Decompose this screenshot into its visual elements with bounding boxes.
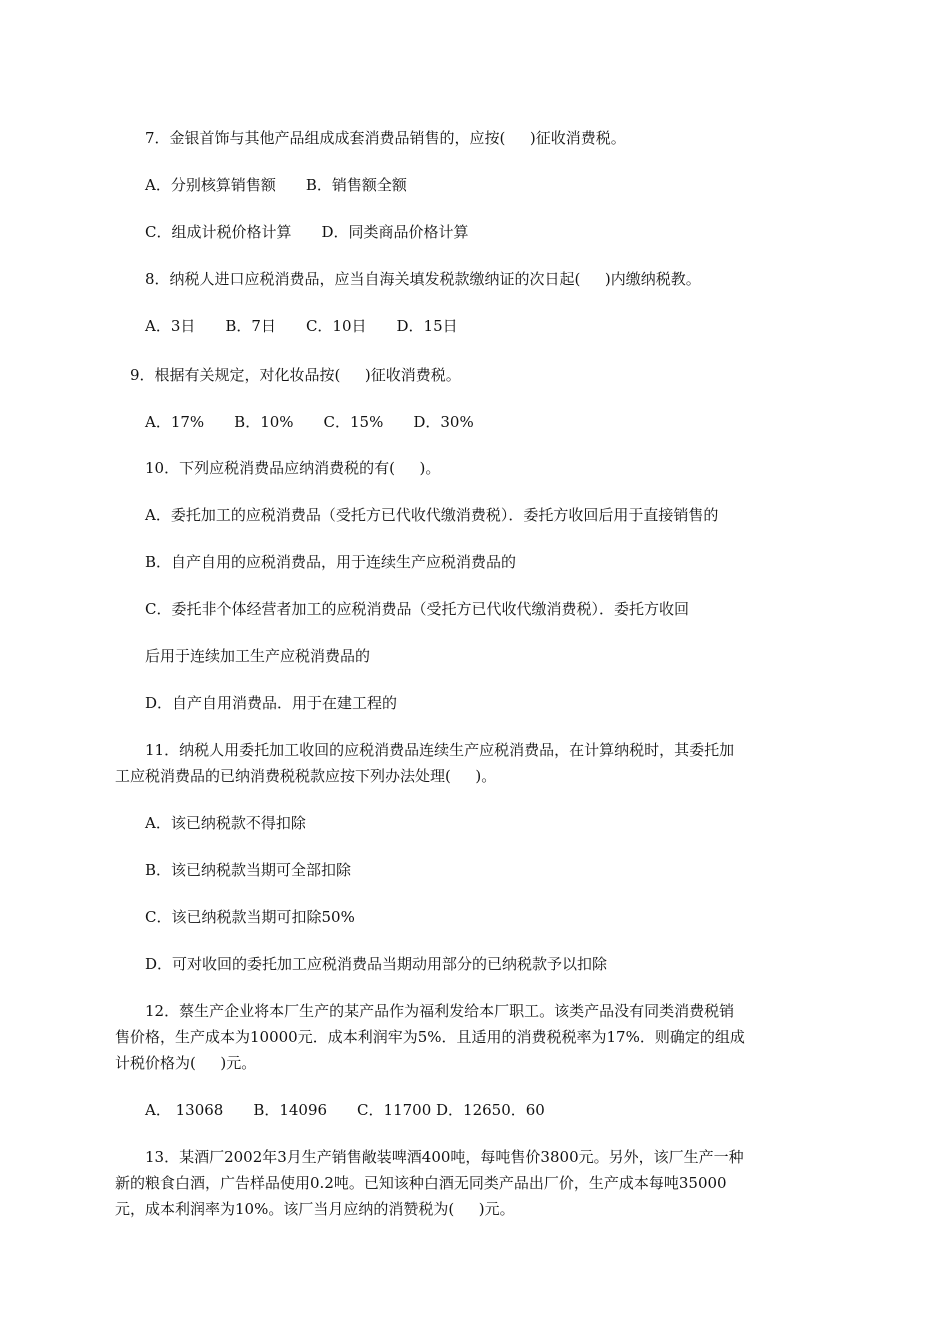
question-11-option-d: D．可对收回的委托加工应税消费品当期动用部分的已纳税款予以扣除: [145, 955, 608, 973]
question-10-option-c-cont: 后用于连续加工生产应税消费品的: [145, 647, 371, 665]
question-10-option-d: D．自产自用消费品．用于在建工程的: [145, 694, 398, 712]
question-12-text-line1: 12．蔡生产企业将本厂生产的某产品作为福利发给本厂职工。该类产品没有同类消费税销: [145, 1002, 735, 1020]
question-11-option-c: C．该已纳税款当期可扣除50%: [145, 908, 355, 926]
question-10-option-b: B．自产自用的应税消费品，用于连续生产应税消费品的: [145, 553, 517, 571]
question-11-text-line2: 工应税消费品的已纳消费税税款应按下列办法处理( )。: [115, 767, 497, 785]
question-8-text: 8．纳税人进口应税消费品，应当自海关填发税款缴纳证的次日起( )内缴纳税教。: [145, 270, 701, 288]
question-13-text-line2: 新的粮食白酒，广告样品使用0.2吨。已知该种白酒无同类产品出厂价，生产成本每吨35000: [115, 1174, 727, 1192]
question-9-options: A．17% B．10% C．15% D．30%: [145, 413, 474, 431]
question-11-text-line1: 11．纳税人用委托加工收回的应税消费品连续生产应税消费品，在计算纳税时，其委托加: [145, 741, 735, 759]
question-10-option-a: A．委托加工的应税消费品（受托方已代收代缴消费税）．委托方收回后用于直接销售的: [145, 506, 719, 524]
question-7-options-cd: C．组成计税价格计算 D．同类商品价格计算: [145, 223, 469, 241]
question-11-option-b: B．该已纳税款当期可全部扣除: [145, 861, 352, 879]
question-9-text: 9．根据有关规定，对化妆品按( )征收消费税。: [130, 366, 461, 384]
question-12-options: A． 13068 B．14096 C．11700 D．12650．60: [145, 1101, 545, 1119]
question-10-option-c: C．委托非个体经营者加工的应税消费品（受托方已代收代缴消费税）．委托方收回: [145, 600, 689, 618]
question-12-text-line3: 计税价格为( )元。: [115, 1054, 257, 1072]
question-12-text-line2: 售价格，生产成本为10000元．成本利润牢为5%．且适用的消费税税率为17%．则确定的组成: [115, 1028, 745, 1046]
question-13-text-line1: 13．某酒厂2002年3月生产销售敞装啤酒400吨，每吨售价3800元。另外，该厂生产一种: [145, 1148, 744, 1166]
question-10-text: 10．下列应税消费品应纳消费税的有( )。: [145, 459, 441, 477]
question-7-text: 7．金银首饰与其他产品组成成套消费品销售的，应按( )征收消费税。: [145, 129, 626, 147]
question-8-options: A．3日 B．7日 C．10日 D．15日: [145, 317, 458, 335]
question-7-options-ab: A．分别核算销售额 B．销售额全额: [145, 176, 407, 194]
question-11-option-a: A．该已纳税款不得扣除: [145, 814, 306, 832]
question-13-text-line3: 元，成本利润率为10%。该厂当月应纳的消赞税为( )元。: [115, 1200, 515, 1218]
